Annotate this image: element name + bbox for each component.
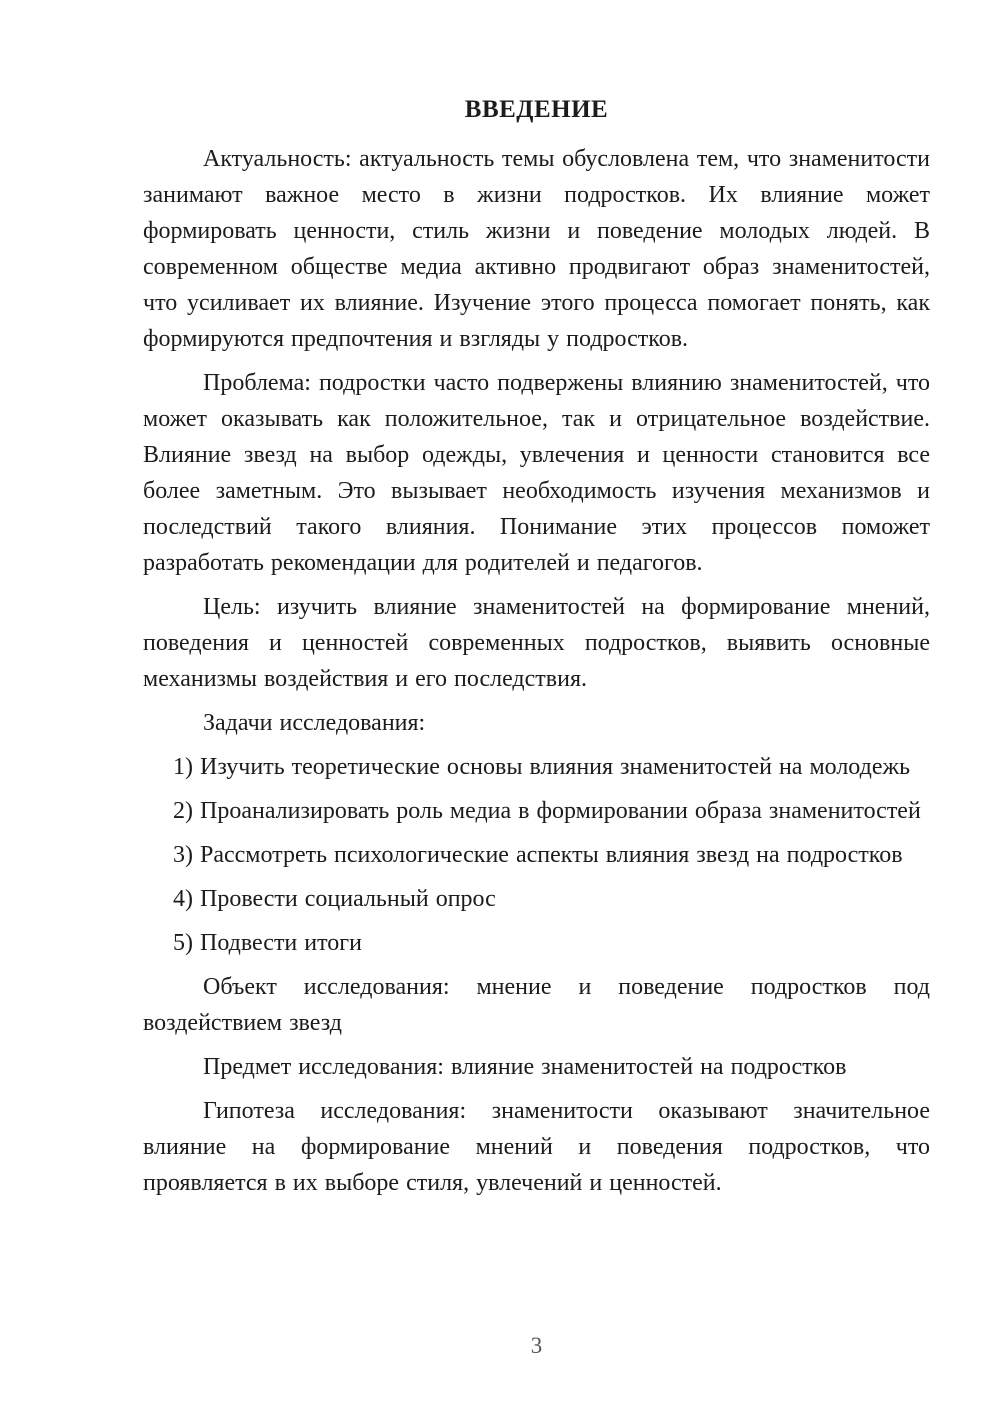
task-item-1: 1) Изучить теоретические основы влияния знаменитостей на молодежь <box>173 754 911 780</box>
paragraph-hypothesis: Гипотеза исследования: знаменитости оказывают значительное влияние на формирование мнений и поведения подростков, что проявляется в их выборе стиля, увлечений и ценностей. <box>143 1098 930 1196</box>
paragraph-goal: Цель: изучить влияние знаменитостей на формирование мнений, поведения и ценностей современных подростков, выявить основные механизмы воздействия и его последствия. <box>143 594 930 692</box>
paragraph-object: Объект исследования: мнение и поведение подростков под воздействием звезд <box>143 974 930 1036</box>
task-item-4: 4) Провести социальный опрос <box>173 886 496 912</box>
task-item-2: 2) Проанализировать роль медиа в формировании образа знаменитостей <box>173 798 921 824</box>
paragraph-relevance: Актуальность: актуальность темы обусловлена тем, что знаменитости занимают важное место в жизни подростков. Их влияние может формировать ценности, стиль жизни и поведение молодых людей. В современном обществе медиа активно продвигают образ знаменитостей, что усиливает их влияние. Изучение этого процесса помогает понять, как формируются предпочтения и взгляды у подростков. <box>143 146 930 352</box>
page-number: 3 <box>530 1333 543 1358</box>
paragraph-subject: Предмет исследования: влияние знаменитостей на подростков <box>203 1054 847 1080</box>
page-title: ВВЕДЕНИЕ <box>464 96 609 123</box>
task-item-3: 3) Рассмотреть психологические аспекты влияния звезд на подростков <box>173 842 903 868</box>
tasks-heading: Задачи исследования: <box>203 710 426 736</box>
task-item-5: 5) Подвести итоги <box>173 930 362 956</box>
paragraph-problem: Проблема: подростки часто подвержены влиянию знаменитостей, что может оказывать как положительное, так и отрицательное воздействие. Влияние звезд на выбор одежды, увлечения и ценности становится все более заметным. Это вызывает необходимость изучения механизмов и последствий такого влияния. Понимание этих процессов поможет разработать рекомендации для родителей и педагогов. <box>143 370 930 576</box>
